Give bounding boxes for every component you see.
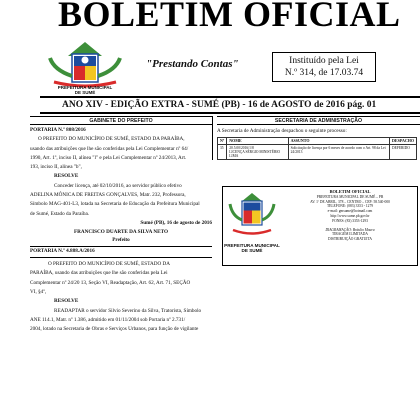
footer-line: DISTRIBUIÇÃO GRATUITA (328, 237, 372, 242)
footer-line: http://www.sume.pb.gov.br (330, 213, 370, 218)
text-line: 1990, Art. 1º, inciso II, alínea "l" e pela Lei Complementar nº 24/2013, Art. (30, 154, 187, 161)
table-cell: 35 (218, 145, 227, 160)
table-header-row (218, 138, 417, 145)
footer-line: TELEFONE: (083) 3353 - 1279 (326, 204, 374, 209)
table-cell: Solicitação de licença por 6 meses de acordo com o Art. 98 da Lei 24/2013 (288, 145, 389, 160)
text-line: ANE 114.1, Matr. nº 1.386, admitido em 01/11/2004 sob Portaria nº 2.731/ (30, 316, 186, 323)
table-header: NOME (227, 138, 288, 145)
resolve-heading: RESOLVE (54, 173, 79, 180)
table-header: ASSUNTO (288, 138, 389, 145)
text-line: PARAÍBA, usando das atribuições que lhe são conferidas pela Lei (30, 270, 168, 277)
text-line: ADELINA MÔNICA DE FREITAS GONÇALVES, Matr. 232, Professora, (30, 192, 186, 199)
table-cell: DEFERIDO (390, 145, 417, 160)
law-line-1: Instituído pela Lei (289, 56, 359, 66)
footer-line: DIAGRAMAÇÃO: Bráulio Moura (325, 227, 375, 232)
signature-role: Prefeito (112, 236, 130, 243)
footer-line: e-mail: gmsume@hotmail.com (327, 209, 373, 214)
footer-info (285, 190, 415, 242)
resolve-heading: RESOLVE (54, 298, 79, 305)
admin-intro: A Secretaria de Administração despachou o seguinte processo: (217, 128, 347, 134)
text-line: VI, §4º, (30, 289, 47, 296)
footer-line: AV. 1º DE ABRIL, 378 – CENTRO – CEP: 58.540-000 (310, 199, 390, 204)
table-cell (227, 145, 288, 160)
left-column (30, 116, 212, 336)
table-header: Nº (218, 138, 227, 145)
text-line: Símbolo MAG-401-L3, lotada na Secretaria de Educação da Prefeitura Municipal (30, 201, 200, 208)
publication-info-box (222, 186, 418, 266)
portaria-4888 (30, 248, 212, 334)
section-title-administracao: SECRETARIA DE ADMINISTRAÇÃO (217, 116, 420, 125)
date-line: Sumé (PB), 16 de agosto de 2016 (140, 219, 212, 226)
text-line: 2004, lotado na Secretaria de Obras e Serviços Urbanos, para função de vigilante (30, 326, 199, 333)
text-line: usando das atribuições que lhe são conferidas pela Lei Complementar nº 64/ (30, 145, 189, 152)
masthead-title: BOLETIM OFICIAL (58, 0, 401, 34)
portaria-number: PORTARIA N.º 4.888.A/2016 (30, 247, 95, 254)
edition-bar: ANO XIV - EDIÇÃO EXTRA - SUMÉ (PB) - 16 de AGOSTO de 2016 pág. 01 (40, 96, 420, 114)
logo-caption: PREFEITURA MUNICIPAL DE SUMÉ (57, 85, 113, 95)
signature-name: FRANCISCO DUARTE DA SILVA NETO (74, 229, 168, 236)
section-title-gabinete: GABINETE DO PREFEITO (30, 116, 212, 125)
portaria-number: PORTARIA N.º 808/2016 (30, 127, 86, 133)
footer-line: PREFEITURA MUNICIPAL DE SUMÉ – PB (316, 194, 384, 199)
table-header: DESPACHO (390, 138, 417, 145)
slogan: "Prestando Contas" (146, 58, 239, 70)
text-line: O PREFEITO DO MUNICÍPIO DE SUMÉ, ESTADO DA (48, 261, 170, 268)
cell-line: 20.5.00/2016/1/8 (229, 146, 254, 151)
footer-title: BOLETIM OFICIAL (329, 189, 371, 194)
footer-logo-caption: PREFEITURA MUNICIPAL DE SUMÉ (224, 243, 280, 253)
portaria-808 (30, 127, 212, 244)
text-line: Complementar nº 24/20 13, Seção VI, Readaptação, Art. 62, Art. 71, SEÇÃO (30, 279, 191, 286)
text-line: O PREFEITO DO MUNICÍPIO DE SUMÉ, ESTADO DA PARAÍBA, (38, 136, 185, 143)
table-row (218, 145, 417, 160)
cell-line: LICENÇA SÉRGIO MINISTÉRIO LIMA (229, 150, 281, 159)
process-table (217, 137, 417, 160)
footer-line: TIRAGEM ILIMITADA (332, 232, 368, 237)
divider (30, 257, 212, 258)
municipal-coat-of-arms-icon (227, 190, 277, 242)
footer-line: FONES: (83) 3353-1293 (332, 218, 368, 223)
divider (30, 246, 212, 247)
law-line-2: N.º 314, de 17.03.74 (284, 68, 364, 78)
right-column (212, 116, 420, 160)
text-line: READAPTAR o servidor Silvio Severino da Silva, Tratorista, Símbolo (54, 307, 202, 314)
text-line: Conceder licença, até 02/10/2016, ao servidor público efetivo (54, 182, 182, 189)
text-line: 193, inciso II, alínea "b", (30, 164, 82, 171)
institution-law-box (272, 52, 376, 82)
text-line: de Sumé, Estado da Paraíba. (30, 210, 90, 217)
